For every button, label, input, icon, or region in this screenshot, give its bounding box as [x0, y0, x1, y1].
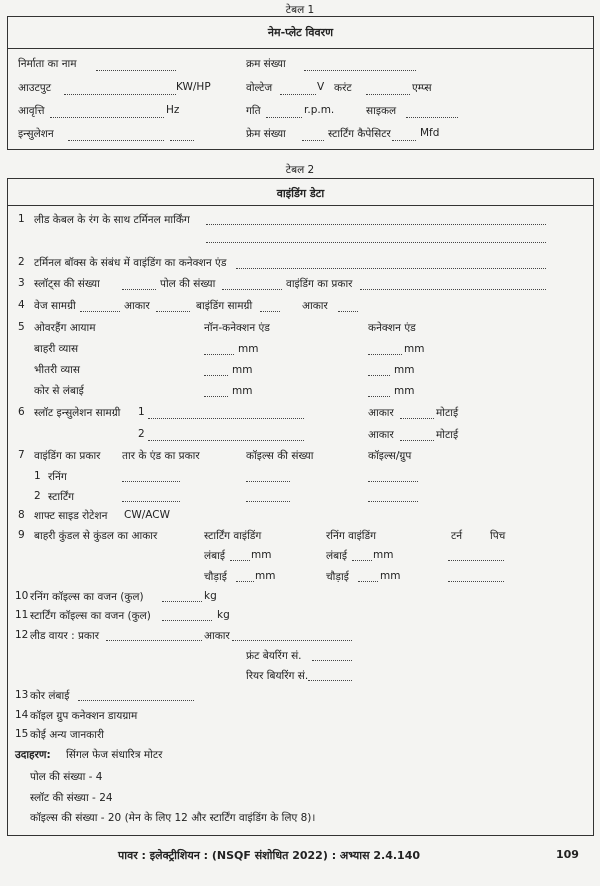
start-length-field[interactable]	[230, 560, 250, 561]
capacitor-field[interactable]	[392, 140, 416, 141]
binding-size-field[interactable]	[338, 311, 358, 312]
thickness-label: मोटाई	[436, 407, 459, 419]
rear-bearing-label: रियर बियरिंग सं.	[246, 670, 309, 682]
lead-cable-label: लीड केबल के रंग के साथ टर्मिनल मार्किंग	[34, 214, 190, 226]
outer-dia-label: बाहरी व्यास	[34, 343, 79, 355]
row6-number: 6	[18, 406, 25, 418]
inner-nc-field[interactable]	[204, 375, 228, 376]
terminal-box-field[interactable]	[236, 268, 546, 269]
mm-unit: mm	[232, 364, 253, 376]
ins1-size-field[interactable]	[400, 418, 434, 419]
run-length-field[interactable]	[352, 560, 372, 561]
coils-count-header: कॉइल्स की संख्या	[246, 450, 314, 462]
example-label: उदाहरण:	[15, 749, 51, 761]
row12-number: 12	[15, 629, 29, 641]
width-label: चौड़ाई	[204, 571, 227, 583]
kg-unit: kg	[204, 590, 217, 602]
running-weight-label: रनिंग कॉइल्स का वजन (कुल)	[30, 591, 144, 603]
output-label: आउटपुट	[18, 82, 52, 94]
run-width-field[interactable]	[358, 581, 378, 582]
mm-unit: mm	[373, 549, 394, 561]
starting-weight-label: स्टार्टिंग कॉइल्स का वजन (कुल)	[30, 610, 151, 622]
coils-per-group-header: कॉइल्स/ग्रुप	[368, 450, 412, 462]
mm-unit: mm	[394, 385, 415, 397]
insulation-field[interactable]	[68, 140, 164, 141]
lead-cable-field[interactable]	[206, 224, 546, 225]
insulation-field-2[interactable]	[170, 140, 194, 141]
mfd-unit: Mfd	[420, 127, 440, 139]
core-length-13-label: कोर लंबाई	[30, 690, 70, 702]
table2-caption: टेबल 2	[285, 164, 315, 176]
turn-field[interactable]	[448, 560, 504, 561]
page-number: 109	[556, 848, 579, 861]
mm-unit: mm	[404, 343, 425, 355]
connection-end-header: कनेक्शन एंड	[368, 322, 416, 334]
frame-label: फ्रेम संख्या	[246, 128, 286, 140]
insulation-2-field[interactable]	[148, 440, 304, 441]
inner-dia-label: भीतरी व्यास	[34, 364, 80, 376]
current-label: करंट	[334, 82, 352, 94]
winding-type-field[interactable]	[360, 289, 546, 290]
manufacturer-label: निर्माता का नाम	[18, 58, 77, 70]
example-text: सिंगल फेज संधारित्र मोटर	[66, 749, 163, 761]
mm-unit: mm	[232, 385, 253, 397]
serial-label: क्रम संख्या	[246, 58, 286, 70]
sub-item-2: 2	[34, 490, 41, 502]
overhang-label: ओवरहैंग आयाम	[34, 322, 96, 334]
slot-insulation-label: स्लॉट इन्सुलेशन सामग्री	[34, 407, 121, 419]
terminal-box-label: टर्मिनल बॉक्स के संबंध में वाइंडिंग का कनेक्शन एंड	[34, 257, 227, 269]
mm-unit: mm	[238, 343, 259, 355]
rpm-unit: r.p.m.	[304, 104, 335, 116]
lead-wire-size-field[interactable]	[232, 640, 352, 641]
volt-unit: V	[317, 81, 325, 93]
lead-wire-size-label: आकार	[204, 630, 230, 642]
insulation-1-field[interactable]	[148, 418, 304, 419]
row13-number: 13	[15, 689, 29, 701]
shaft-rotation-label: शाफ्ट साइड रोटेशन	[34, 510, 108, 522]
poles-label: पोल की संख्या	[160, 278, 216, 290]
insulation-item-2: 2	[138, 428, 145, 440]
starting-label: स्टार्टिंग	[48, 491, 75, 503]
current-field[interactable]	[366, 94, 410, 95]
rear-bearing-field[interactable]	[308, 680, 352, 681]
wire-end-header: तार के एंड का प्रकार	[122, 450, 200, 462]
start-width-field[interactable]	[236, 581, 254, 582]
wedge-size-field[interactable]	[156, 311, 190, 312]
footer-text: पावर : इलेक्ट्रीशियन : (NSQF संशोधित 2022) : अभ्यास 2.4.140	[118, 849, 421, 862]
length-label: लंबाई	[204, 550, 225, 562]
insulation-item-1: 1	[138, 406, 145, 418]
running-cg-field[interactable]	[368, 481, 418, 482]
hz-unit: Hz	[166, 104, 180, 116]
non-connection-end-header: नॉन-कनेक्शन एंड	[204, 322, 270, 334]
cycle-field[interactable]	[406, 117, 458, 118]
winding-table	[7, 178, 594, 836]
starting-winding-header: स्टार्टिंग वाइंडिंग	[204, 530, 262, 542]
frequency-field[interactable]	[50, 117, 164, 118]
sub-item-1: 1	[34, 470, 41, 482]
running-coils-field[interactable]	[246, 481, 290, 482]
kwhp-unit: KW/HP	[176, 81, 211, 93]
pitch-header: पिच	[490, 530, 506, 542]
frame-field[interactable]	[302, 140, 324, 141]
row8-number: 8	[18, 509, 25, 521]
row7-number: 7	[18, 449, 25, 461]
speed-label: गति	[246, 105, 261, 117]
row11-number: 11	[15, 609, 29, 621]
cycle-label: साइकल	[366, 105, 397, 117]
coil-group-diagram-label: कॉइल ग्रुप कनेक्शन डायग्राम	[30, 710, 138, 722]
voltage-label: वोल्टेज	[246, 82, 273, 94]
slots-label: स्लॉट्स की संख्या	[34, 278, 100, 290]
core-length-label: कोर से लंबाई	[34, 385, 84, 397]
front-bearing-field[interactable]	[312, 660, 352, 661]
binding-label: बाइंडिंग सामग्री	[196, 300, 253, 312]
winding-kind-label: वाइंडिंग का प्रकार	[34, 450, 101, 462]
width-label: चौड़ाई	[326, 571, 349, 583]
lead-cable-field-2[interactable]	[206, 242, 546, 243]
wedge-label: वेज सामग्री	[34, 300, 76, 312]
amps-unit: एम्प्स	[412, 82, 432, 94]
running-weight-field[interactable]	[162, 601, 202, 602]
row1-number: 1	[18, 213, 25, 225]
turn-header: टर्न	[451, 530, 463, 542]
nameplate-table	[7, 16, 594, 150]
core-length-13-field[interactable]	[78, 700, 194, 701]
row2-number: 2	[18, 256, 25, 268]
example-poles: पोल की संख्या - 4	[30, 771, 103, 783]
row15-number: 15	[15, 728, 29, 740]
mm-unit: mm	[380, 570, 401, 582]
rotation-value: CW/ACW	[124, 509, 170, 521]
manufacturer-field[interactable]	[96, 70, 176, 71]
nameplate-title: नेम-प्लेट विवरण	[267, 26, 334, 39]
size-label: आकार	[368, 429, 394, 441]
front-bearing-label: फ्रंट बेयरिंग सं.	[246, 650, 302, 662]
lead-wire-type-field[interactable]	[106, 640, 202, 641]
starting-weight-field[interactable]	[162, 620, 212, 621]
ins2-size-field[interactable]	[400, 440, 434, 441]
thickness-label: मोटाई	[436, 429, 459, 441]
length-label: लंबाई	[326, 550, 347, 562]
row10-number: 10	[15, 590, 29, 602]
speed-field[interactable]	[266, 117, 302, 118]
frequency-label: आवृत्ति	[18, 105, 45, 117]
other-info-label: कोई अन्य जानकारी	[30, 729, 104, 741]
row4-number: 4	[18, 299, 25, 311]
core-c-field[interactable]	[368, 396, 390, 397]
running-winding-header: रनिंग वाइंडिंग	[326, 530, 377, 542]
capacitor-label: स्टार्टिंग कैपेसिटर	[328, 128, 391, 140]
wedge-size-label: आकार	[124, 300, 150, 312]
kg-unit: kg	[217, 609, 230, 621]
outer-nc-field[interactable]	[204, 354, 234, 355]
outer-c-field[interactable]	[368, 354, 402, 355]
row14-number: 14	[15, 709, 29, 721]
starting-coils-field[interactable]	[246, 501, 290, 502]
poles-field[interactable]	[222, 289, 282, 290]
row9-number: 9	[18, 529, 25, 541]
lead-wire-label: लीड वायर : प्रकार	[30, 630, 100, 642]
row5-number: 5	[18, 321, 25, 333]
mm-unit: mm	[251, 549, 272, 561]
row3-number: 3	[18, 277, 25, 289]
mm-unit: mm	[394, 364, 415, 376]
size-label: आकार	[368, 407, 394, 419]
mm-unit: mm	[255, 570, 276, 582]
running-label: रनिंग	[48, 471, 67, 483]
wedge-field[interactable]	[80, 311, 120, 312]
voltage-field[interactable]	[280, 94, 316, 95]
binding-size-label: आकार	[302, 300, 328, 312]
insulation-label: इन्सुलेशन	[18, 128, 54, 140]
running-end-field[interactable]	[122, 481, 180, 482]
table1-caption: टेबल 1	[285, 4, 315, 16]
starting-end-field[interactable]	[122, 501, 180, 502]
output-field[interactable]	[64, 94, 176, 95]
winding-type-label: वाइंडिंग का प्रकार	[286, 278, 353, 290]
binding-field[interactable]	[260, 311, 280, 312]
starting-cg-field[interactable]	[368, 501, 418, 502]
slots-field[interactable]	[122, 289, 156, 290]
winding-title: वाइंडिंग डेटा	[276, 187, 325, 200]
pitch-field[interactable]	[448, 581, 504, 582]
example-coils: कॉइल्स की संख्या - 20 (मेन के लिए 12 और स्टार्टिंग वाइंडिंग के लिए 8)।	[30, 812, 316, 824]
coil-size-label: बाहरी कुंडल से कुंडल का आकार	[34, 530, 158, 542]
serial-field[interactable]	[304, 70, 416, 71]
inner-c-field[interactable]	[368, 375, 390, 376]
example-slots: स्लॉट की संख्या - 24	[30, 792, 113, 804]
core-nc-field[interactable]	[204, 396, 228, 397]
